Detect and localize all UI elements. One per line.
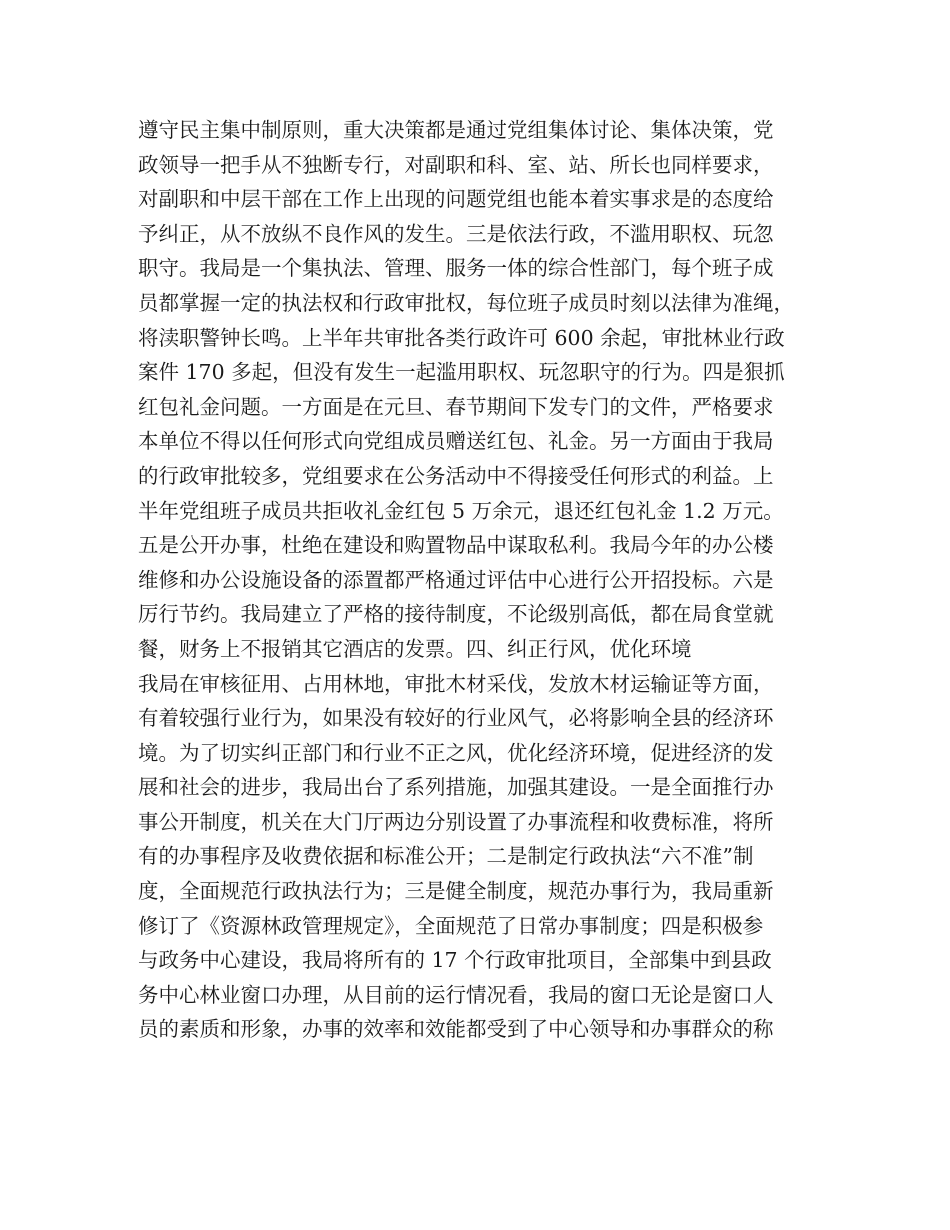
text-line: 将渎职警钟长鸣。上半年共审批各类行政许可 600 余起，审批林业行政 [138, 325, 785, 350]
text-line: 职守。我局是一个集执法、管理、服务一体的综合性部门，每个班子成 [138, 256, 774, 281]
body-text [138, 113, 838, 1047]
text-line: 红包礼金问题。一方面是在元旦、春节期间下发专门的文件，严格要求 [138, 394, 774, 419]
text-line: 与政务中心建设，我局将所有的 17 个行政审批项目，全部集中到县政 [138, 948, 772, 973]
text-line: 政领导一把手从不独断专行，对副职和科、室、站、所长也同样要求， [138, 152, 774, 177]
text-line: 餐，财务上不报销其它酒店的发票。四、纠正行风，优化环境 [138, 636, 692, 661]
text-line: 员都掌握一定的执法权和行政审批权，每位班子成员时刻以法律为准绳， [138, 290, 794, 315]
text-line: 的行政审批较多，党组要求在公务活动中不得接受任何形式的利益。上 [138, 463, 774, 488]
text-line: 务中心林业窗口办理，从目前的运行情况看，我局的窗口无论是窗口人 [138, 982, 774, 1007]
text-line: 五是公开办事，杜绝在建设和购置物品中谋取私利。我局今年的办公楼 [138, 533, 774, 558]
text-line: 有的办事程序及收费依据和标准公开；二是制定行政执法“六不准”制 [138, 844, 754, 869]
text-line: 半年党组班子成员共拒收礼金红包 5 万余元，退还红包礼金 1.2 万元。 [138, 498, 784, 523]
text-line: 度，全面规范行政执法行为；三是健全制度，规范办事行为，我局重新 [138, 879, 774, 904]
text-line: 厉行节约。我局建立了严格的接待制度，不论级别高低，都在局食堂就 [138, 602, 774, 627]
text-line: 予纠正，从不放纵不良作风的发生。三是依法行政，不滥用职权、玩忽 [138, 221, 774, 246]
text-line: 维修和办公设施设备的添置都严格通过评估中心进行公开招投标。六是 [138, 567, 774, 592]
text-line: 对副职和中层干部在工作上出现的问题党组也能本着实事求是的态度给 [138, 187, 774, 212]
text-line: 我局在审核征用、占用林地，审批木材采伐，发放木材运输证等方面， [138, 671, 774, 696]
text-line: 案件 170 多起，但没有发生一起滥用职权、玩忽职守的行为。四是狠抓 [138, 360, 785, 385]
text-line: 遵守民主集中制原则，重大决策都是通过党组集体讨论、集体决策，党 [138, 118, 774, 142]
text-line: 修订了《资源林政管理规定》，全面规范了日常办事制度；四是积极参 [138, 913, 764, 938]
text-line: 本单位不得以任何形式向党组成员赠送红包、礼金。另一方面由于我局 [138, 429, 774, 454]
text-line: 员的素质和形象，办事的效率和效能都受到了中心领导和办事群众的称 [138, 1017, 774, 1042]
text-line: 有着较强行业行为，如果没有较好的行业风气，必将影响全县的经济环 [138, 706, 774, 731]
text-line: 事公开制度，机关在大门厅两边分别设置了办事流程和收费标准，将所 [138, 809, 774, 834]
text-line: 境。为了切实纠正部门和行业不正之风，优化经济环境，促进经济的发 [138, 740, 774, 765]
text-line: 展和社会的进步，我局出台了系列措施，加强其建设。一是全面推行办 [138, 775, 774, 800]
